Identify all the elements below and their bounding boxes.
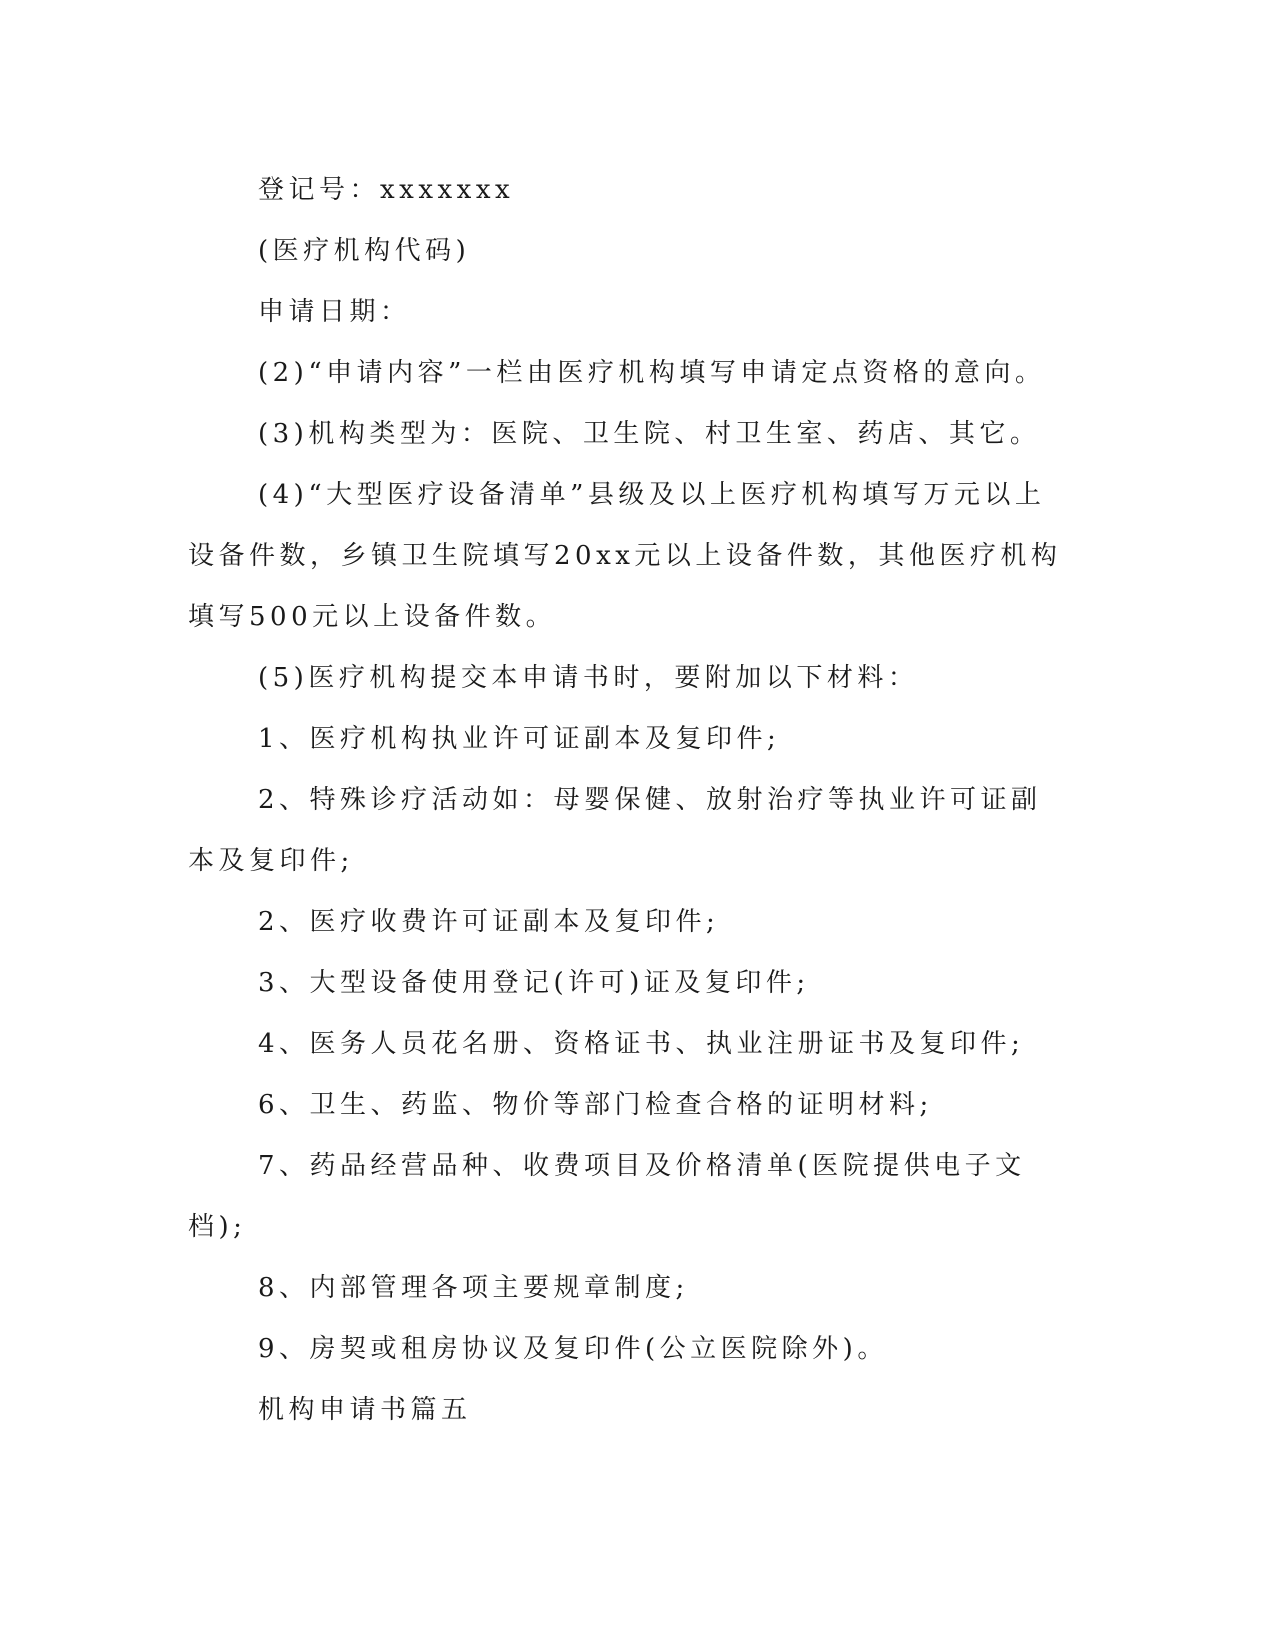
- application-date: 申请日期：: [258, 297, 411, 327]
- material-item: 6、卫生、药监、物价等部门检查合格的证明材料;: [258, 1090, 933, 1120]
- document-body: [188, 160, 1068, 1441]
- material-item: 8、内部管理各项主要规章制度;: [258, 1273, 689, 1303]
- material-item: 9、房契或租房协议及复印件(公立医院除外)。: [258, 1334, 888, 1364]
- material-item: 2、特殊诊疗活动如：母婴保健、放射治疗等执业许可证副本及复印件;: [188, 785, 1042, 876]
- material-item: 2、医疗收费许可证副本及复印件;: [258, 907, 720, 937]
- registration-number: 登记号：xxxxxxx: [258, 175, 515, 205]
- institution-code-note: (医疗机构代码): [258, 236, 471, 266]
- material-item: 3、大型设备使用登记(许可)证及复印件;: [258, 968, 810, 998]
- material-item: 7、药品经营品种、收费项目及价格清单(医院提供电子文档);: [188, 1151, 1026, 1242]
- material-item: 4、医务人员花名册、资格证书、执业注册证书及复印件;: [258, 1029, 1025, 1059]
- note-3: (3)机构类型为：医院、卫生院、村卫生室、药店、其它。: [258, 419, 1041, 449]
- note-2: (2)“申请内容”一栏由医疗机构填写申请定点资格的意向。: [258, 358, 1046, 388]
- material-item: 1、医疗机构执业许可证副本及复印件;: [258, 724, 781, 754]
- note-4: (4)“大型医疗设备清单”县级及以上医疗机构填写万元以上设备件数，乡镇卫生院填写20xx元以上设备件数，其他医疗机构填写500元以上设备件数。: [188, 480, 1062, 632]
- note-5: (5)医疗机构提交本申请书时，要附加以下材料：: [258, 663, 919, 693]
- section-heading: 机构申请书篇五: [258, 1395, 472, 1425]
